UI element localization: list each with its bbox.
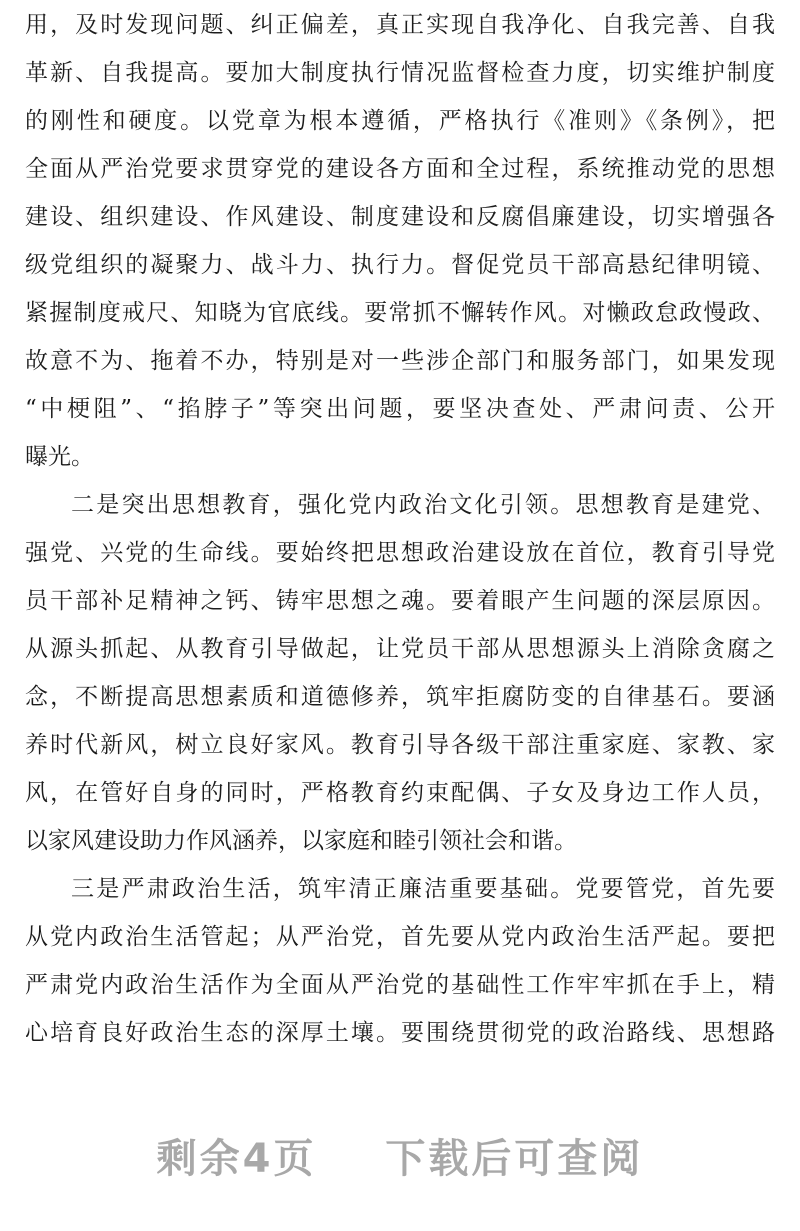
text-line: 员干部补足精神之钙、铸牢思想之魂。要着眼产生问题的深层原因。 (25, 588, 775, 614)
text-line: 用，及时发现问题、纠正偏差，真正实现自我净化、自我完善、自我 (25, 12, 775, 38)
text-line: 二是突出思想教育，强化党内政治文化引领。思想教育是建党、 (71, 492, 775, 518)
remaining-pages-label: 剩余4页 (156, 1136, 317, 1182)
text-line: 养时代新风，树立良好家风。教育引导各级干部注重家庭、家教、家 (25, 732, 775, 758)
text-line: 紧握制度戒尺、知晓为官底线。要常抓不懈转作风。对懒政怠政慢政、 (25, 300, 775, 326)
text-line: 从党内政治生活管起；从严治党，首先要从党内政治生活严起。要把 (25, 924, 775, 950)
remaining-pages-watermark (0, 1127, 800, 1184)
text-line: 念，不断提高思想素质和道德修养，筑牢拒腐防变的自律基石。要涵 (25, 684, 775, 710)
text-line: 三是严肃政治生活，筑牢清正廉洁重要基础。党要管党，首先要 (71, 876, 775, 902)
text-line: 严肃党内政治生活作为全面从严治党的基础性工作牢牢抓在手上，精 (25, 972, 775, 998)
text-line: 风，在管好自身的同时，严格教育约束配偶、子女及身边工作人员， (25, 780, 775, 806)
text-line: 故意不为、拖着不办，特别是对一些涉企部门和服务部门，如果发现 (25, 348, 775, 374)
text-line: 全面从严治党要求贯穿党的建设各方面和全过程，系统推动党的思想 (25, 156, 775, 182)
text-line: 革新、自我提高。要加大制度执行情况监督检查力度，切实维护制度 (25, 60, 775, 86)
text-line: 从源头抓起、从教育引导做起，让党员干部从思想源头上消除贪腐之 (25, 636, 775, 662)
text-line: 以家风建设助力作风涵养，以家庭和睦引领社会和谐。 (25, 828, 577, 854)
download-hint-label: 下载后可查阅 (385, 1136, 644, 1182)
text-line: 建设、组织建设、作风建设、制度建设和反腐倡廉建设，切实增强各 (25, 204, 775, 230)
text-line: “中梗阻”、“掐脖子”等突出问题，要坚决查处、严肃问责、公开 (25, 396, 775, 422)
text-line: 心培育良好政治生态的深厚土壤。要围绕贯彻党的政治路线、思想路 (25, 1020, 775, 1046)
text-line: 强党、兴党的生命线。要始终把思想政治建设放在首位，教育引导党 (25, 540, 775, 566)
text-line: 级党组织的凝聚力、战斗力、执行力。督促党员干部高悬纪律明镜、 (25, 252, 775, 278)
text-line: 曝光。 (25, 444, 94, 470)
text-line: 的刚性和硬度。以党章为根本遵循，严格执行《准则》《条例》，把 (25, 108, 775, 134)
